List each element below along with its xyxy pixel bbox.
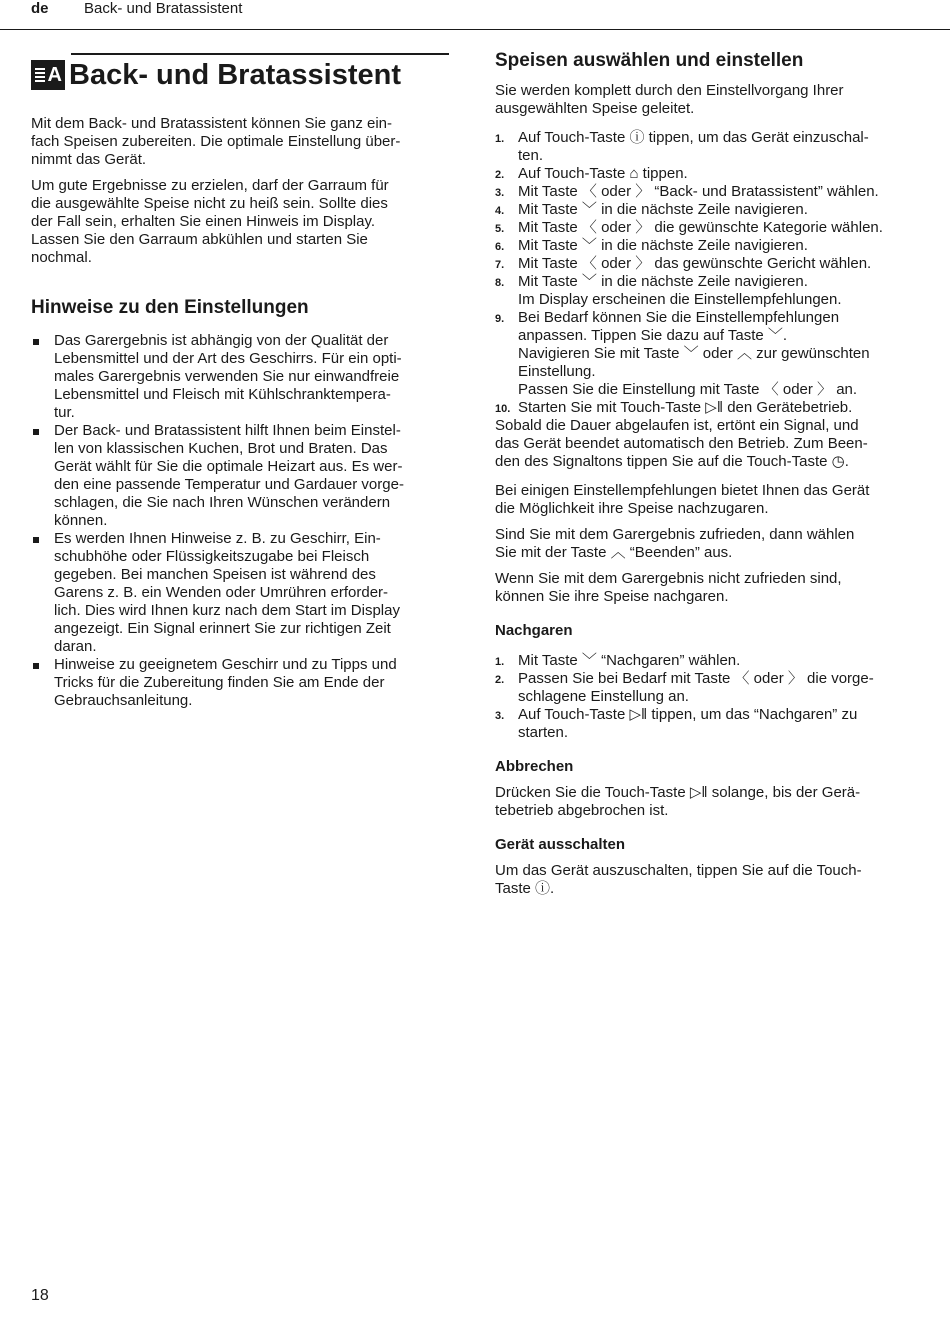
- step-item: [495, 255, 915, 273]
- list-item: Das Garergebnis ist abhängig von der Qualität der Lebensmittel und der Art des Geschirrs. Für ein opti- males Garergebnis verwenden Sie nur einwandfreie Lebensmittel und Fleisch mit Kühlschranktempera- tur.: [31, 332, 449, 422]
- step-text: Auf Touch-Taste ▷‖ tippen, um das “Nachgaren” zu starten.: [518, 706, 858, 741]
- finish-paragraph: Sind Sie mit dem Garergebnis zufrieden, dann wählen Sie mit der Taste ︿ “Beenden” aus.: [495, 526, 855, 561]
- step-text: Mit Taste ﹀ in die nächste Zeile navigieren.: [518, 201, 808, 218]
- step-text: Mit Taste 〈 oder 〉 die gewünschte Kategorie wählen.: [518, 219, 883, 236]
- setup-steps: [495, 129, 915, 417]
- recook-steps: [495, 652, 915, 742]
- left-column: [31, 48, 449, 710]
- step-number: 6.: [495, 241, 505, 253]
- not-satisfied-paragraph: Wenn Sie mit dem Garergebnis nicht zufrieden sind, können Sie ihre Speise nachgaren.: [495, 570, 842, 605]
- step-number: 8.: [495, 277, 505, 289]
- step-item: [495, 273, 915, 309]
- step-item: [495, 165, 915, 183]
- header-rule: [0, 29, 950, 30]
- step-number: 2.: [495, 674, 505, 686]
- step-text: Mit Taste ﹀ in die nächste Zeile navigieren.: [518, 237, 808, 254]
- recook-heading: Nachgaren: [495, 622, 573, 639]
- step-text: Mit Taste ﹀ in die nächste Zeile navigieren. Im Display erscheinen die Einstellempfehlungen.: [518, 273, 842, 308]
- step-item: [495, 309, 915, 399]
- step-item: [495, 201, 915, 219]
- language-code: de: [31, 0, 49, 17]
- recook-paragraph: Bei einigen Einstellempfehlungen bietet Ihnen das Gerät die Möglichkeit ihre Speise nachzugaren.: [495, 482, 870, 517]
- step-text: Mit Taste ﹀ “Nachgaren” wählen.: [518, 652, 741, 669]
- step-number: 9.: [495, 313, 505, 325]
- cancel-heading: Abbrechen: [495, 758, 574, 775]
- section-heading: [31, 58, 449, 92]
- step-item: [495, 219, 915, 237]
- step-number: 10.: [495, 403, 511, 415]
- step-text: Bei Bedarf können Sie die Einstellempfehlungen anpassen. Tippen Sie dazu auf Taste ﹀. Navigieren Sie mit Taste ﹀ oder ︿ zur gewünschten Einstellung. Passen Sie die Einstellung mit Taste 〈 oder 〉 an.: [518, 309, 870, 398]
- step-item: [495, 670, 915, 706]
- settings-notes-list: [31, 332, 449, 710]
- page-header: [0, 0, 950, 30]
- step-item: [495, 129, 915, 165]
- select-dish-intro: Sie werden komplett durch den Einstellvorgang Ihrer ausgewählten Speise geleitet.: [495, 82, 844, 117]
- step-text: Auf Touch-Taste ⓘ tippen, um das Gerät einzuschal- ten.: [518, 129, 869, 164]
- cancel-paragraph: Drücken Sie die Touch-Taste ▷‖ solange, bis der Gerä- tebetrieb abgebrochen ist.: [495, 784, 861, 819]
- step-number: 5.: [495, 223, 505, 235]
- list-item: Es werden Ihnen Hinweise z. B. zu Geschirr, Ein- schubhöhe oder Flüssigkeitszugabe bei Fleisch gegeben. Bei manchen Speisen ist während des Garens z. B. ein Wenden oder Umrühren erforder- lich. Dies wird Ihnen kurz nach dem Start im Display angezeigt. Ein Signal erinnert Sie zur richtigen Zeit daran.: [31, 530, 449, 656]
- settings-notes-heading: Hinweise zu den Einstellungen: [31, 297, 309, 318]
- step-number: 3.: [495, 710, 505, 722]
- list-item: Der Back- und Bratassistent hilft Ihnen beim Einstel- len von klassischen Kuchen, Brot und Braten. Das Gerät wählt für Sie die optimale Heizart aus. Es wer- den eine passende Temperatur und Gardauer vorge- schlagen, die Sie nach Ihren Wünschen verändern können.: [31, 422, 449, 530]
- step-item: [495, 237, 915, 255]
- switch-off-paragraph: Um das Gerät auszuschalten, tippen Sie auf die Touch- Taste ⓘ.: [495, 862, 862, 897]
- assistant-icon-letter: A: [47, 64, 62, 86]
- step-number: 4.: [495, 205, 505, 217]
- step-text: Mit Taste 〈 oder 〉 “Back- und Bratassistent” wählen.: [518, 183, 879, 200]
- step-text: Mit Taste 〈 oder 〉 das gewünschte Gericht wählen.: [518, 255, 872, 272]
- running-title: Back- und Bratassistent: [84, 0, 243, 17]
- heading-rule: [71, 53, 449, 55]
- right-column: [495, 48, 915, 898]
- step-number: 7.: [495, 259, 505, 271]
- step-number: 1.: [495, 133, 505, 145]
- step-item: [495, 399, 915, 417]
- step-text: Passen Sie bei Bedarf mit Taste 〈 oder 〉 die vorge- schlagene Einstellung an.: [518, 670, 874, 705]
- select-dish-heading: Speisen auswählen und einstellen: [495, 50, 804, 71]
- intro-paragraph: Mit dem Back- und Bratassistent können Sie ganz ein- fach Speisen zubereiten. Die optimale Einstellung über- nimmt das Gerät.: [31, 115, 401, 168]
- page-number: 18: [31, 1287, 49, 1304]
- list-item: Hinweise zu geeignetem Geschirr und zu Tipps und Tricks für die Zubereitung finden Sie am Ende der Gebrauchsanleitung.: [31, 656, 449, 710]
- signal-paragraph: Sobald die Dauer abgelaufen ist, ertönt ein Signal, und das Gerät beendet automatisch den Betrieb. Zum Been- den des Signaltons tippen Sie auf die Touch-Taste ◷.: [495, 417, 868, 470]
- switch-off-heading: Gerät ausschalten: [495, 836, 626, 853]
- step-number: 2.: [495, 169, 505, 181]
- step-number: 1.: [495, 656, 505, 668]
- step-text: Starten Sie mit Touch-Taste ▷‖ den Gerätebetrieb.: [518, 399, 853, 416]
- step-text: Auf Touch-Taste ⌂ tippen.: [518, 165, 688, 182]
- step-item: [495, 652, 915, 670]
- warning-paragraph: Um gute Ergebnisse zu erzielen, darf der Garraum für die ausgewählte Speise nicht zu heiß sein. Sollte dies der Fall sein, erhalten Sie einen Hinweis im Display. Lassen Sie den Garraum abkühlen und starten Sie nochmal.: [31, 177, 389, 266]
- step-number: 3.: [495, 187, 505, 199]
- assistant-icon: [31, 60, 65, 90]
- step-item: [495, 183, 915, 201]
- step-item: [495, 706, 915, 742]
- page-title: Back- und Bratassistent: [69, 59, 401, 91]
